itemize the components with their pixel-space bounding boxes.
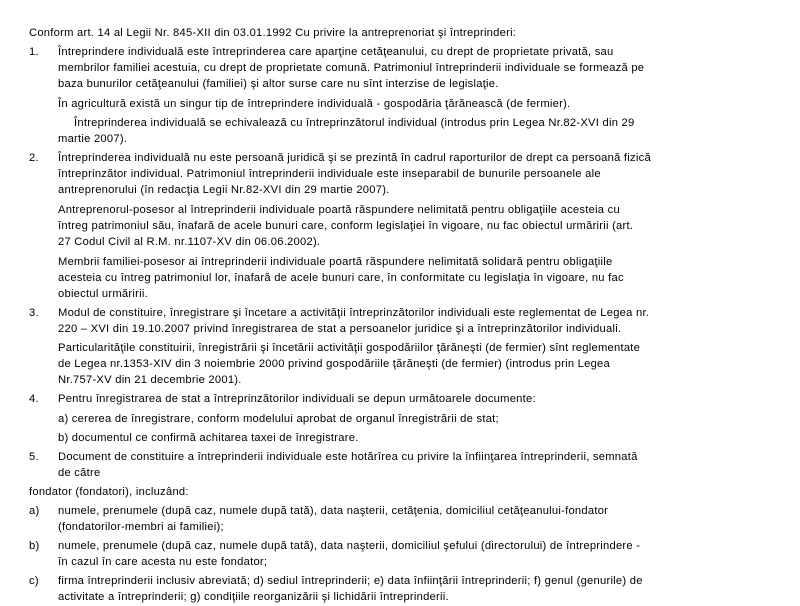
- item-paragraph-line: În agricultură există un singur tip de întreprindere individuală - gospodăria ţărănească (de fermier).: [58, 98, 571, 110]
- subitem-text-line: în cazul în care acesta nu este fondator;: [58, 556, 268, 568]
- item-text-line: de către: [58, 467, 101, 479]
- subitem-label: b): [29, 540, 40, 552]
- item-text-line: întreprinzător individual. Patrimoniul întreprinderii individuale este inseparabil de bunurile persoanele ale: [58, 168, 601, 180]
- item-paragraph-line: Întreprinderea individuală se echivalează cu întreprinzătorul individual (introdus prin Legea Nr.82-XVI din 29: [74, 117, 635, 129]
- item-paragraph-line: Nr.757-XV din 21 decembrie 2001).: [58, 374, 242, 386]
- item-paragraph-line: martie 2007).: [58, 133, 128, 145]
- item-number: 2.: [29, 152, 39, 164]
- subitem-text-line: firma întreprinderii inclusiv abreviată; d) sediul întreprinderii; e) data înfiinţării întreprinderii; f) genul (genurile) de: [58, 575, 643, 587]
- item-paragraph-line: Antreprenorul-posesor al întreprinderii individuale poartă răspundere nelimitată pentru obligaţiile acesteia cu: [58, 204, 620, 216]
- item-paragraph-line: obiectul urmăririi.: [58, 288, 148, 300]
- subitem-text-line: numele, prenumele (după caz, numele după tată), data naşterii, domiciliul şefului (directorului) de întreprindere -: [58, 540, 641, 552]
- item-number: 1.: [29, 46, 39, 58]
- item-text-line: Întreprindere individuală este întreprinderea care aparţine cetăţeanului, cu drept de proprietate privată, sau: [58, 46, 614, 58]
- subitem-text-line: activitate a întreprinderii; g) condiţiile reorganizării şi lichidării întreprinderii.: [58, 591, 449, 603]
- item-paragraph-line: Membrii familiei-posesor ai întreprinderii individuale poartă răspundere nelimitată solidară pentru obligaţiile: [58, 256, 613, 268]
- item-text-line: antreprenorului (în redacţia Legii Nr.82-XVI din 29 martie 2007).: [58, 184, 390, 196]
- intro-text: Conform art. 14 al Legii Nr. 845-XII din 03.01.1992 Cu privire la antreprenoriat şi întreprinderi:: [29, 27, 517, 39]
- subitem-label: c): [29, 575, 39, 587]
- item-paragraph-line: a) cererea de înregistrare, conform modelului aprobat de organul înregistrării de stat;: [58, 413, 499, 425]
- item-text-line: 220 – XVI din 19.10.2007 privind înregistrarea de stat a persoanelor juridice şi a întreprinzătorilor individuali.: [58, 323, 622, 335]
- subitem-text-line: numele, prenumele (după caz, numele după tată), data naşterii, cetăţenia, domiciliul cetăţeanului-fondator: [58, 505, 609, 517]
- item-text-line: membrilor familiei acestuia, cu drept de proprietate comună. Patrimoniul întreprinderii individuale se formează pe: [58, 62, 645, 74]
- item-number: 5.: [29, 451, 39, 463]
- subitem-text-line: (fondatorilor-membri ai familiei);: [58, 521, 224, 533]
- item-number: 4.: [29, 393, 39, 405]
- item-text-line: Modul de constituire, înregistrare şi încetare a activităţii întreprinzătorilor individuali este reglementat de Legea nr.: [58, 307, 650, 319]
- item-text-line: Întreprinderea individuală nu este persoană juridică şi se prezintă în cadrul raporturilor de drept ca persoană fizică: [58, 152, 651, 164]
- item-text-line: Pentru înregistrarea de stat a întreprinzătorilor individuali se depun următoarele documente:: [58, 393, 536, 405]
- item-paragraph-line: 27 Codul Civil al R.M. nr.1107-XV din 06.06.2002).: [58, 236, 321, 248]
- founder-line: fondator (fondatori), incluzând:: [29, 486, 189, 498]
- item-paragraph-line: acesteia cu întreg patrimoniul lor, înafară de acele bunuri care, în conformitate cu legislaţia în vigoare, nu fac: [58, 272, 624, 284]
- item-text-line: baza bunurilor cetăţeanului (familiei) şi altor surse care nu sînt interzise de legislaţie.: [58, 78, 499, 90]
- item-paragraph-line: b) documentul ce confirmă achitarea taxei de înregistrare.: [58, 432, 359, 444]
- item-paragraph-line: de Legea nr.1353-XIV din 3 noiembrie 2000 privind gospodăriile ţărăneşti (de fermier) (introdus prin Legea: [58, 358, 611, 370]
- item-number: 3.: [29, 307, 39, 319]
- item-paragraph-line: întreg patrimoniul său, înafară de acele bunuri care, conform legislaţiei în vigoare, nu fac obiectul urmăririi (art.: [58, 220, 634, 232]
- subitem-label: a): [29, 505, 40, 517]
- item-text-line: Document de constituire a întreprinderii individuale este hotărîrea cu privire la înfiinţarea întreprinderii, semnată: [58, 451, 638, 463]
- item-paragraph-line: Particularităţile constituirii, înregistrării şi încetării activităţii gospodăriilor ţărăneşti (de fermier) sînt reglementate: [58, 342, 641, 354]
